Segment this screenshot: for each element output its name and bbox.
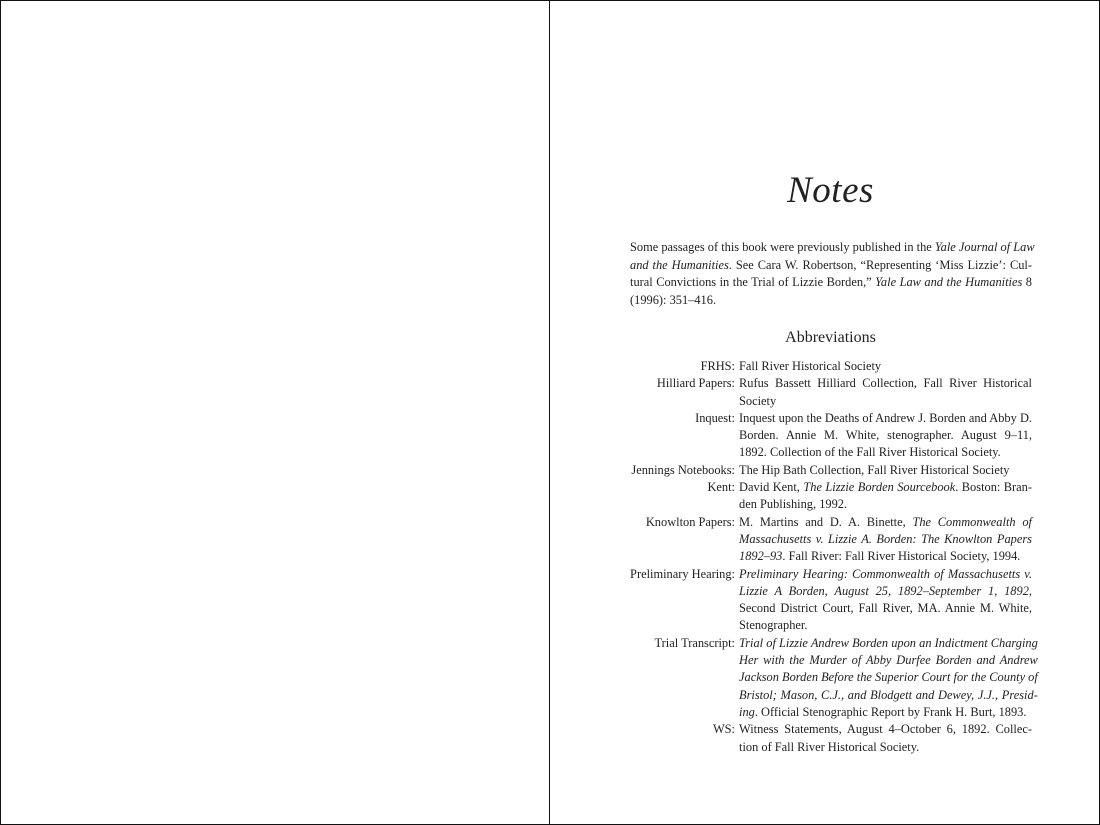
abbreviation-definition <box>739 635 1038 721</box>
definition-line <box>739 479 1032 496</box>
definition-line <box>739 514 1032 531</box>
definition-line <box>739 462 1032 479</box>
intro-line <box>630 257 1032 275</box>
text-run: tion of Fall River Historical Society. <box>739 739 920 754</box>
text-run: Borden. Annie M. White, stenographer. August 9–11, <box>739 428 1032 443</box>
definition-line <box>739 721 1032 738</box>
text-run: Stenographer. <box>739 618 808 633</box>
italic-title: Massachusetts v. Lizzie A. Borden: The Knowlton Papers <box>739 531 1032 546</box>
abbreviation-definition <box>739 566 1032 635</box>
definition-line <box>739 548 1032 565</box>
intro-line <box>630 239 1035 257</box>
abbreviation-term: Preliminary Hearing: <box>630 566 735 581</box>
abbreviation-definition <box>739 375 1032 410</box>
italic-title: Her with the Murder of Abby Durfee Borden and Andrew <box>739 653 1038 668</box>
abbreviation-entry <box>630 462 1032 479</box>
text-run: Second District Court, Fall River, MA. Annie M. White, <box>739 601 1032 616</box>
text-run: . See Cara W. Robertson, “Representing ‘Miss Lizzie’: Cul- <box>728 257 1032 272</box>
abbreviation-term: WS: <box>712 722 735 737</box>
text-run: den Publishing, 1992. <box>739 497 848 512</box>
abbreviation-term: Jennings Notebooks: <box>631 462 735 477</box>
italic-title: and the Humanities <box>630 257 729 272</box>
text-run: 1892. Collection of the Fall River Historical Society. <box>739 445 1001 460</box>
right-page <box>549 0 1100 825</box>
definition-line <box>739 531 1032 548</box>
definition-line <box>739 739 1032 756</box>
definition-line <box>739 669 1038 686</box>
italic-title: Jackson Borden Before the Superior Court for the County of <box>739 670 1038 685</box>
italic-title: Yale Journal of Law <box>934 240 1035 254</box>
text-run: David Kent, <box>739 480 804 495</box>
text-run: Rufus Bassett Hilliard Collection, Fall River Historical <box>739 376 1032 391</box>
definition-line <box>739 635 1038 652</box>
abbreviation-definition <box>739 479 1032 514</box>
definition-line <box>739 617 1032 634</box>
abbreviations-heading: Abbreviations <box>785 329 876 346</box>
abbreviation-entry <box>630 375 1032 410</box>
abbreviation-definition <box>739 514 1032 566</box>
text-run: Society <box>739 393 777 408</box>
page-title: Notes <box>787 170 874 211</box>
abbreviation-entry <box>630 514 1032 566</box>
text-run: (1996): 351–416. <box>630 292 717 307</box>
abbreviation-entry <box>630 721 1032 756</box>
text-run: . Boston: Bran- <box>955 480 1032 495</box>
abbreviation-entry <box>630 479 1032 514</box>
abbreviations-list <box>630 358 1038 756</box>
definition-line <box>739 704 1038 721</box>
abbreviation-term: Knowlton Papers: <box>645 514 735 529</box>
text-run: . Official Stenographic Report by Frank H. Burt, 1893. <box>754 704 1027 719</box>
text-run: M. Martins and D. A. Binette, <box>739 514 913 529</box>
definition-line <box>739 410 1032 427</box>
italic-title: Lizzie A Borden, August 25, 1892–September 1, 1892 <box>739 583 1029 598</box>
definition-line <box>739 375 1032 392</box>
text-run: , <box>1028 583 1032 598</box>
definition-line <box>739 687 1038 704</box>
intro-line <box>630 274 1032 292</box>
italic-title: Preliminary Hearing: Commonwealth of Massachusetts v. <box>739 566 1032 581</box>
abbreviation-term: Inquest: <box>695 410 735 425</box>
text-run: Some passages of this book were previously published in the <box>630 240 935 254</box>
abbreviation-term: Trial Transcript: <box>654 635 735 650</box>
text-run: The Hip Bath Collection, Fall River Historical Society <box>739 462 1010 477</box>
text-run: . Fall River: Fall River Historical Society, 1994. <box>782 549 1021 564</box>
text-run: Inquest upon the Deaths of Andrew J. Borden and Abby D. <box>739 410 1032 425</box>
definition-line <box>739 496 1032 513</box>
abbreviation-entry <box>630 635 1038 721</box>
abbreviation-term: Kent: <box>707 480 735 495</box>
text-run: Fall River Historical Society <box>739 359 882 373</box>
abbreviation-definition <box>739 721 1032 756</box>
abbreviation-definition <box>739 410 1032 462</box>
italic-title: The Commonwealth of <box>912 514 1032 529</box>
abbreviation-entry <box>630 358 1032 375</box>
definition-line <box>739 358 1032 375</box>
text-run: Witness Statements, August 4–October 6, 1892. Collec- <box>739 722 1032 737</box>
text-run: 8 <box>1022 275 1032 289</box>
definition-line <box>739 393 1032 410</box>
definition-line <box>739 583 1032 600</box>
definition-line <box>739 444 1032 461</box>
italic-title: Bristol; Mason, C.J., and Blodgett and Dewey, J.J., Presid- <box>739 687 1038 702</box>
italic-title: The Lizzie Borden Sourcebook <box>803 480 956 495</box>
abbreviation-entry <box>630 410 1032 462</box>
abbreviation-term: FRHS: <box>700 359 735 373</box>
abbreviation-definition <box>739 358 1032 375</box>
definition-line <box>739 600 1032 617</box>
abbreviation-entry <box>630 566 1032 635</box>
intro-line <box>630 292 1032 310</box>
italic-title: ing <box>739 704 755 719</box>
definition-line <box>739 652 1038 669</box>
definition-line <box>739 566 1032 583</box>
abbreviation-definition <box>739 462 1032 479</box>
italic-title: Trial of Lizzie Andrew Borden upon an Indictment Charging <box>739 635 1038 650</box>
text-run: tural Convictions in the Trial of Lizzie Borden,” <box>630 275 876 289</box>
definition-line <box>739 427 1032 444</box>
italic-title: 1892–93 <box>739 549 783 564</box>
abbreviation-term: Hilliard Papers: <box>656 376 735 391</box>
intro-paragraph <box>630 239 1035 309</box>
italic-title: Yale Law and the Humanities <box>875 275 1023 289</box>
